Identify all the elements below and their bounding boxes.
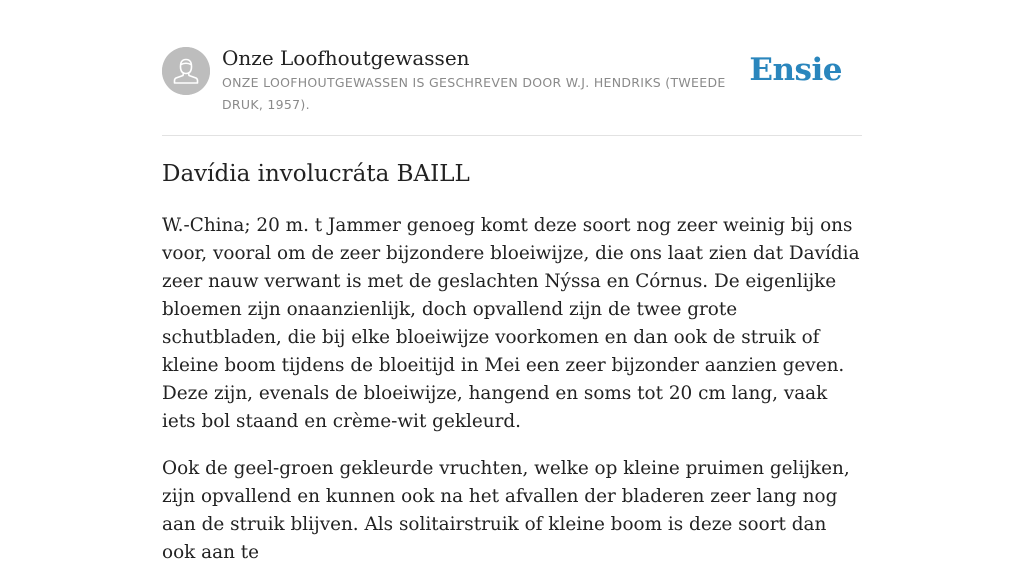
article-paragraph-1: W.-China; 20 m. t Jammer genoeg komt deze soort nog zeer weinig bij ons voor, vooral om de zeer bijzondere bloeiwijze, die ons laat zien dat Davídia zeer nauw verwant is met de geslachten Nýssa en Córnus. De eigenlijke bloemen zijn onaanzienlijk, doch opvallend zijn de twee grote schutbladen, die bij elke bloeiwijze voorkomen en dan ook de struik of kleine boom tijdens de bloeitijd in Mei een zeer bijzonder aanzien geven. Deze zijn, evenals de bloeiwijze, hangend en soms tot 20 cm lang, vaak iets bol staand en crème-wit gekleurd.	[162, 215, 860, 432]
source-header	[162, 44, 862, 136]
avatar	[162, 47, 210, 95]
source-title[interactable]: Onze Loofhoutgewassen	[222, 46, 470, 70]
article-body	[162, 212, 862, 586]
user-silhouette-icon	[162, 47, 210, 95]
header-divider	[162, 135, 862, 136]
article-title: Davídia involucráta BAILL	[162, 161, 470, 187]
article-paragraph-2: Ook de geel-groen gekleurde vruchten, welke op kleine pruimen gelijken, zijn opvallend en kunnen ook na het afvallen der bladeren zeer lang nog aan de struik blijven. Als solitairstruik of kleine boom is deze soort dan ook aan te	[162, 458, 850, 563]
source-subtitle: ONZE LOOFHOUTGEWASSEN IS GESCHREVEN DOOR W.J. HENDRIKS (TWEEDE DRUK, 1957).	[222, 75, 726, 112]
ensie-logo-link[interactable]: Ensie	[749, 52, 842, 88]
